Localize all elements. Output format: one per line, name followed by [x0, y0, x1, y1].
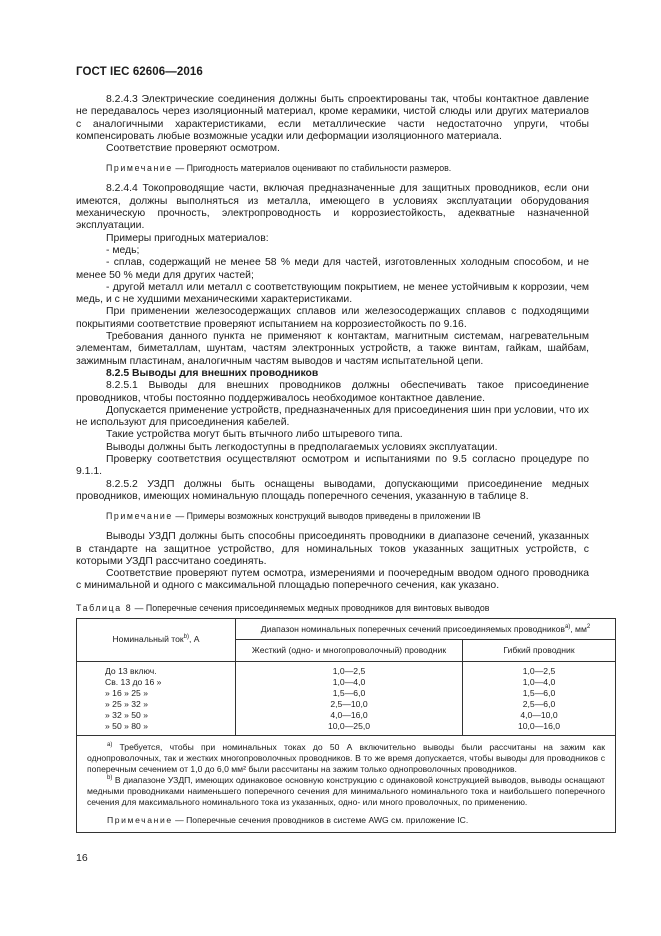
paragraph-terminal-range: Выводы УЗДП должны быть способны присоединять проводники в диапазоне сечений, указанных в стандарте на защитное устройство, для номинальных токов указанных защитных устройств, с которыми УЗДП рассчитано соединять. — [76, 531, 589, 567]
table-note-text: — Поперечные сечения проводников в системе AWG см. приложение IC. — [172, 814, 469, 825]
table-row — [77, 661, 616, 677]
paragraph-plug-type: Такие устройства могут быть втычного либо штыревого типа. — [106, 429, 403, 441]
table-caption-text: — Поперечные сечения присоединяемых медных проводников для винтовых выводов — [132, 602, 490, 613]
list-item-alloy: - сплав, содержащий не менее 58 % меди для частей, изготовленных холодным способом, и не менее 50 % меди для других частей; — [76, 257, 589, 281]
table-caption — [76, 602, 589, 614]
cell-current: » 16 » 25 » — [77, 688, 236, 699]
header-range-unit: , мм — [570, 623, 587, 634]
header-range-unit-sup: 2 — [586, 623, 591, 630]
table-row — [77, 677, 616, 688]
cell-flexible: 1,0—4,0 — [463, 677, 616, 688]
note-text: — Примеры возможных конструкций выводов приведены в приложении IB — [172, 511, 481, 522]
note-terminal-examples — [76, 511, 589, 522]
paragraph-compliance-inspection: Соответствие проверяют осмотром. — [106, 143, 280, 155]
cell-flexible: 4,0—10,0 — [463, 710, 616, 721]
table-row — [77, 710, 616, 721]
paragraph-iron-alloys: При применении железосодержащих сплавов или железосодержащих сплавов с подходящими покрытиями соответствие проверяют испытанием на коррозиестойкость по 9.16. — [76, 306, 589, 330]
cell-current: » 32 » 50 » — [77, 710, 236, 721]
cell-rigid: 2,5—10,0 — [236, 699, 463, 710]
cell-current: » 25 » 32 » — [77, 699, 236, 710]
cell-rigid: 4,0—16,0 — [236, 710, 463, 721]
paragraph-compliance-check: Соответствие проверяют путем осмотра, измерениями и поочередным вводом одного проводника с минимальной и одного с максимальной площадью поперечного сечения, как указано. — [76, 568, 589, 592]
header-range — [236, 618, 616, 640]
footnote-b — [87, 775, 605, 808]
header-rated-current-text: Номинальный ток — [112, 634, 184, 645]
table-note-label: Примечание — [107, 814, 173, 825]
paragraph-materials-examples: Примеры пригодных материалов: — [106, 232, 269, 244]
paragraph-accessible: Выводы должны быть легкодоступны в предполагаемых условиях эксплуатации. — [106, 441, 498, 453]
footnote-b-mark: b) — [107, 775, 113, 782]
cell-flexible: 2,5—6,0 — [463, 699, 616, 710]
table-note — [87, 815, 605, 826]
page-number: 16 — [76, 852, 88, 864]
cell-rigid: 1,0—2,5 — [236, 661, 463, 677]
paragraph-8-2-4-3: 8.2.4.3 Электрические соединения должны быть спроектированы так, чтобы контактное давление не передавалось через изоляционный материал, кроме керамики, чистой слюды или других материалов с аналогичными характеристиками, если металлические части недостаточно упруги, чтобы компенсировать любые возможные усадки или деформации изоляционного материала. — [76, 94, 589, 142]
header-rigid: Жесткий (одно- и многопроволочный) проводник — [236, 640, 463, 662]
cell-flexible: 1,5—6,0 — [463, 688, 616, 699]
header-range-text: Диапазон номинальных поперечных сечений присоединяемых проводников — [260, 623, 565, 634]
footnote-a-mark: a) — [107, 742, 113, 749]
paragraph-verification: Проверку соответствия осуществляют осмотром и испытаниями по 9.5 согласно процедуре по 9.1.1. — [76, 454, 589, 478]
header-range-sup: a) — [564, 623, 571, 630]
note-text: — Пригодность материалов оценивают по стабильности размеров. — [172, 163, 452, 174]
cell-rigid: 1,0—4,0 — [236, 677, 463, 688]
cell-current: До 13 включ. — [77, 661, 236, 677]
footnote-a — [87, 742, 605, 775]
paragraph-busbar-devices: Допускается применение устройств, предназначенных для присоединения шин при условии, что их не используют для присоединения кабелей. — [76, 404, 590, 429]
table-row — [77, 699, 616, 710]
cell-rigid: 1,5—6,0 — [236, 688, 463, 699]
table-row — [77, 721, 616, 736]
table-body — [77, 661, 616, 735]
paragraph-8-2-5-1: 8.2.5.1 Выводы для внешних проводников должны обеспечивать такое присоединение проводников, чтобы постоянно поддерживалось необходимое контактное давление. — [76, 380, 589, 404]
cell-current: » 50 » 80 » — [77, 721, 236, 736]
document-body — [76, 94, 605, 833]
note-materials — [76, 163, 589, 174]
paragraph-8-2-5-2: 8.2.5.2 УЗДП должны быть оснащены выводами, допускающими присоединение медных проводников, имеющих номинальную площадь поперечного сечения, указанную в таблице 8. — [76, 478, 589, 502]
section-8-2-5-title: 8.2.5 Выводы для внешних проводников — [106, 367, 319, 379]
table-footnotes — [77, 735, 616, 832]
header-rated-current — [77, 618, 236, 661]
table-caption-label: Таблица 8 — [76, 602, 133, 613]
table-row — [77, 688, 616, 699]
footnote-a-text: Требуется, чтобы при номинальных токах до 50 А включительно выводы были рассчитаны на зажим как однопроволочных, так и жестких многопроволочных проводников. В то же время допускается, чтобы выводы для проводников с поперечным сечением от 1,0 до 6,0 мм² были рассчитаны на зажим только однопроволочных проводников. — [87, 741, 605, 775]
paragraph-8-2-4-4: 8.2.4.4 Токопроводящие части, включая предназначенные для защитных проводников, если они имеются, должны выполняться из металла, имеющего в условиях эксплуатации оборудования механическую прочность, электропроводность и коррозиестойкость, адекватные назначенной эксплуатации. — [76, 183, 589, 232]
header-rated-current-sup: b) — [183, 634, 190, 641]
note-label: Примечание — [106, 511, 173, 522]
header-flexible: Гибкий проводник — [463, 640, 616, 662]
note-label: Примечание — [106, 163, 173, 174]
list-item-other-metal: - другой металл или металл с соответствующим покрытием, не менее устойчивым к коррозии, чем медь, и с не худшими механическими характеристиками. — [76, 281, 589, 306]
header-rated-current-unit: , А — [189, 634, 200, 645]
paragraph-not-applicable: Требования данного пункта не применяют к контактам, магнитным системам, нагревательным элементам, биметаллам, шунтам, частям электронных устройств, а также винтам, гайкам, шайбам, зажимным пластинам, аналогичным частям выводов и частям испытательной цепи. — [76, 331, 589, 367]
conductor-table — [76, 618, 616, 833]
standard-header: ГОСТ IEC 62606—2016 — [76, 66, 203, 78]
list-item-copper: - медь; — [106, 244, 140, 256]
cell-current: Св. 13 до 16 » — [77, 677, 236, 688]
footnote-b-text: В диапазоне УЗДП, имеющих одинаковое основную конструкцию с одинаковой конструкцией выводов, выводы оснащают медными проводниками наименьшего поперечного сечения для минимального номинального тока и наибольшего поперечного сечения для максимального номинального тока из указанных, одно- или много проволочных, по применению. — [87, 775, 605, 808]
cell-flexible: 1,0—2,5 — [463, 661, 616, 677]
cell-rigid: 10,0—25,0 — [236, 721, 463, 736]
cell-flexible: 10,0—16,0 — [463, 721, 616, 736]
